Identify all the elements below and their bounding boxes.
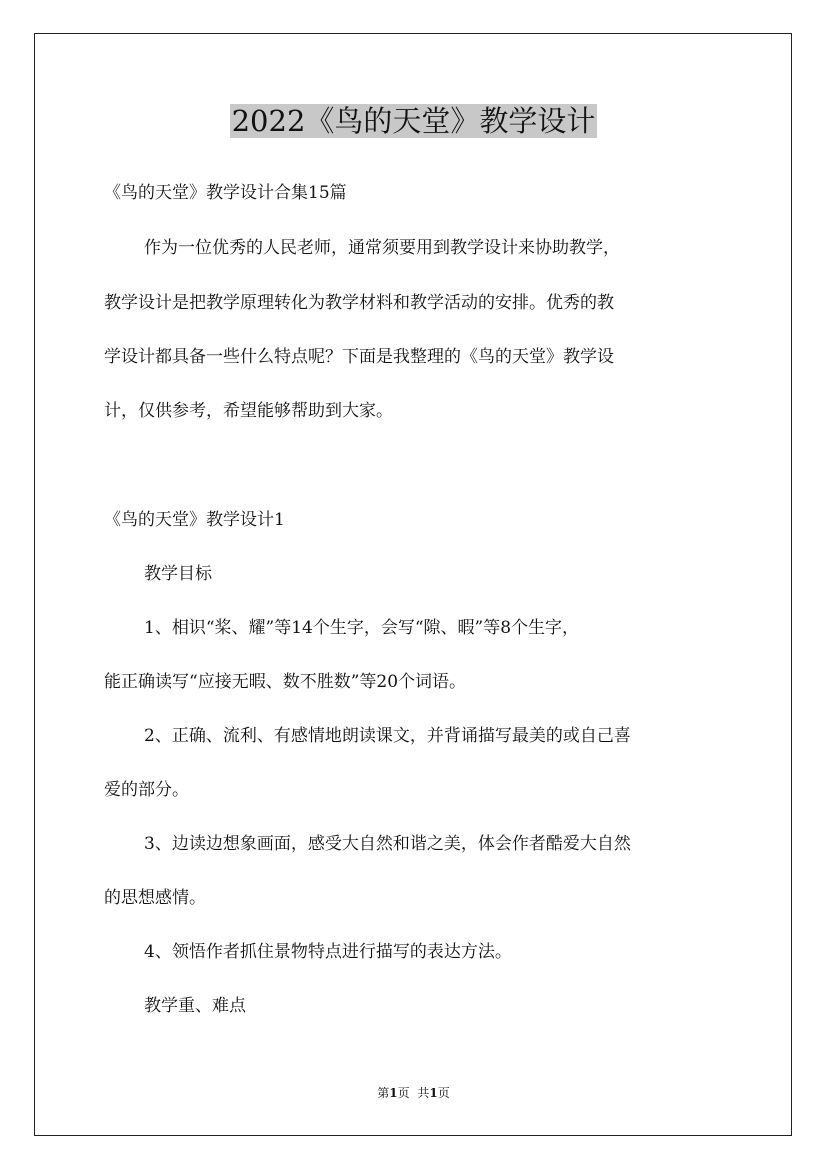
document-title-text: 2022《鸟的天堂》教学设计 — [231, 104, 596, 138]
objective3-line-1: 3、边读边想象画面，感受大自然和谐之美，体会作者酷爱大自然 — [144, 834, 631, 854]
intro-line-2: 教学设计是把教学原理转化为教学材料和教学活动的安排。优秀的教 — [104, 293, 614, 313]
intro-line-4: 计，仅供参考，希望能够帮助到大家。 — [104, 401, 393, 421]
footer-total-number: 1 — [429, 1086, 438, 1100]
objective1-line-1: 1、相识“桨、耀”等14个生字，会写“隙、暇”等8个生字， — [144, 618, 580, 638]
document-title — [0, 100, 827, 142]
objective3-line-2: 的思想感情。 — [104, 888, 206, 908]
intro-line-3: 学设计都具备一些什么特点呢？下面是我整理的《鸟的天堂》教学设 — [104, 347, 614, 367]
objective1-line-2: 能正确读写“应接无暇、数不胜数”等20个词语。 — [104, 672, 467, 692]
key-points-heading: 教学重、难点 — [144, 996, 246, 1016]
collection-heading: 《鸟的天堂》教学设计合集15篇 — [104, 183, 347, 203]
footer-total-prefix: 共 — [417, 1086, 430, 1100]
section1-heading: 《鸟的天堂》教学设计1 — [104, 510, 285, 530]
footer-total-word: 页 — [437, 1086, 450, 1100]
footer-page-word: 页 — [397, 1086, 410, 1100]
objectives-heading: 教学目标 — [144, 564, 212, 584]
intro-line-1: 作为一位优秀的人民老师，通常须要用到教学设计来协助教学， — [144, 238, 620, 258]
page-footer — [0, 1085, 827, 1101]
footer-page-number: 1 — [389, 1086, 398, 1100]
objective2-line-2: 爱的部分。 — [104, 780, 189, 800]
objective2-line-1: 2、正确、流利、有感情地朗读课文，并背诵描写最美的或自己喜 — [144, 726, 631, 746]
footer-prefix: 第 — [377, 1086, 390, 1100]
objective4-line: 4、领悟作者抓住景物特点进行描写的表达方法。 — [144, 942, 512, 962]
